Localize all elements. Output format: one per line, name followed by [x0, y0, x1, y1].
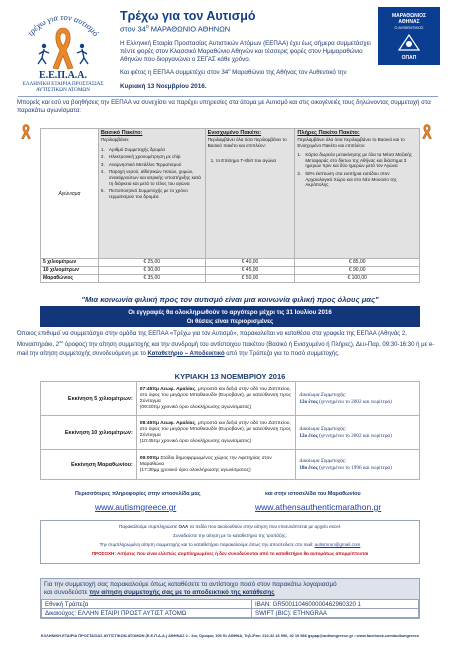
table-row: Μαραθώνιος € 35,00 € 50,00 € 100,00: [41, 275, 420, 283]
autism-ribbon-icon: [20, 124, 32, 139]
table-row: Εθνική Τράπεζα IBAN: GR5001104600000462960320 1: [42, 600, 419, 609]
note-warning: ΠΡΟΣΟΧΗ: Αιτήσεις που είναι ελλιπώς συμπληρωμένες ή δεν συνοδεύονται από το καταθετήριο θα αυτομάτως απορρίπτονται: [91, 551, 369, 556]
eepaa-logo: [7, 6, 119, 94]
deadline-line: Οι εγγραφές θα ολοκληρωθούν το αργότερο μέχρι τις 31 Ιουλίου 2016: [128, 308, 332, 316]
full-package-cell: Πλήρες Πακέτο Πακέτο: Περιλαμβάνει όλα όσα περιλαμβάνει το Βασικό και το Ενισχυμένο Πακέτο και επιπλέον: 1. Κάρτα δωρεάν μετακίνησης με όλα τα Μέσα Μαζικής Μεταφοράς στο δίκτυο της Αθήνας και διάστημα 3 ημερών πριν και δύο ημερών μετά τον Αγώνα 2. 50% έκπτωση στα εισιτήρια εισόδου στον Αρχαιολογικό Χώρο και στο Νέο Μουσείο της Ακρόπολης: [295, 129, 420, 259]
table-row: Δικαιούχος: ΕΛΛΗΝ ΕΤΑΙΡΙ ΠΡΟΣΤ ΑΥΤΙΣΤ ΑΤΟΜΩ SWIFT (BIC): ETHNGRAA: [42, 609, 419, 618]
marathon-emblem-icon: [396, 32, 422, 52]
autism-ribbon-icon: [421, 124, 433, 139]
page-subtitle: στον $34^o$ ΜΑΡΑΘΩΝΙΟ ΑΘΗΝΩΝ: [120, 24, 231, 34]
bank-details: [40, 578, 420, 619]
event-column-label: Αγώνισμα: [41, 129, 99, 259]
note-fill-fields: Παρακαλούμε συμπληρώστε ΟΛΑ τα πεδία που ακολουθούν στην αίτηση που επισυνάπτεται με αρχείο excel.: [118, 524, 342, 529]
schedule-table: [40, 381, 420, 480]
logo-arc-text: τρέχω για τον αυτισμό: [24, 11, 101, 38]
marathon-logo: ΜΑΡΑΘΩΝΙΟΣ ΑΘΗΝΑΣ Ο ΑΥΘΕΝΤΙΚΟΣ ΟΠΑΠ: [378, 7, 440, 65]
intro-paragraph-2: Και φέτος η ΕΕΠΑΑ συμμετέχει στον $34^o$ Μαραθώνιο της Αθήνας τον Αυθεντικό την: [120, 67, 347, 77]
svg-text:τρέχω για τον αυτισμό: [25, 12, 101, 38]
table-row: Εκκίνηση 10 χιλιομέτρων: 08:45πμ Λεωφ. Αμαλίας, μπροστά και δεξιά στην οδό του Ζαππείου, στο ύψος του μεγάρου Μπαθαουδίν (Ευροβανκ), με κατεύθυνση προς Σύνταγμα (10:45πμ χρονικό όριο ολοκλήρωσης αγωνίσματος) Δικαίωμα Συμμετοχής: 12ο έτος (γεννημένοι το 2002 και νωρίτερα): [41, 416, 420, 450]
table-row: Εκκίνηση Μαραθωνίου: 09:00πμ Στάδιο δημοφιρμωμένος χώρος την Αφετηρίας στον Μαραθώνα (17:30μμ χρονικό όριο ολοκλήρωσης αγωνίσματος) Δικαίωμα Συμμετοχής: 18ο έτος (γεννημένοι το 1996 και νωρίτερα): [41, 450, 420, 480]
notes-box: [40, 520, 420, 564]
bank-intro: Για την συμμετοχή σας παρακαλούμε όπως καταθέσετε το αντίστοιχο ποσό στον παρακάτω λογαριασμό και συνοδεύστε την αίτηση συμμετοχής σας με το αποδεικτικό της κατάθεσης: [44, 581, 337, 596]
marathon-info-label: και στην ιστοσελίδα του Μαραθωνίου: [265, 491, 361, 497]
note-email: Την συμπληρωμένη αίτηση συμμετοχής και το καταθετήριο παρακαλούμε όπως την αποστείλετε στο mail: autismrun@gmail.com: [99, 542, 361, 547]
enhanced-package-cell: Ενισχυμένο Πακέτο: Περιλαμβάνει όλα όσα περιλαμβάνει το Βασικό πακέτο και επιπλέον: 1. το Επίσημο T-shirt του αγώνα: [205, 129, 295, 259]
schedule-title: ΚΥΡΙΑΚΗ 13 ΝΟΕΜΒΡΙΟΥ 2016: [174, 372, 286, 381]
packages-table: [40, 128, 420, 283]
page-title: Τρέχω για τον Αυτισμό: [120, 9, 256, 23]
autismgreece-link[interactable]: www.autismgreece.gr: [95, 502, 177, 512]
event-date: Κυριακή 13 Νοεμβρίου 2016.: [120, 83, 207, 90]
basic-package-cell: Βασικό Πακέτο: Περιλαμβάνει: 1. Αριθμό Συμμετοχής δρομέα 2. Ηλεκτρονική χρονομέτρηση με chip 3. Αναμνηστικό Μετάλλιο Τερματισμού 4. Παροχή νερού, αθλητικών ποτών, χυμών, σνακ/φρούτων και ιατρικής υποστήριξης κατά τη διάρκεια και μετά το τέλος του αγώνα 5. Πιστοποιητικό Συμμετοχής με το χρόνο τερματισμού του δρομέα: [98, 129, 205, 259]
logo-line2: ΑΥΤΙΣΤΙΚΩΝ ΑΤΟΜΩΝ: [35, 87, 91, 93]
help-text: Μπορείς και εσύ να βοηθήσεις την ΕΕΠΑΑ να συνεχίσει να παρέχει υπηρεσίες στα άτομα με Αυτισμό και στις οικογένειές τους δηλώνοντας συμμετοχή στα παρακάτω αγωνίσματα:: [17, 99, 431, 114]
info-label: Περισσότερες πληροφορίες στην ιστοσελίδα μας: [75, 491, 201, 497]
divider: [18, 96, 438, 97]
table-row: Εκκίνηση 5 χιλιομέτρων: 07:45πμ Λεωφ. Αμαλίας, μπροστά και δεξιά στην οδό του Ζαππείου, στο ύψος του μεγάρου Μπαθαουδίν (Ευροβανκ), με κατεύθυνση προς Σύνταγμα (09:20πμ χρονικό όριο ολοκλήρωσης αγωνίσματος) Δικαίωμα Συμμετοχής: 12ο έτος (γεννημένοι το 2002 και νωρίτερα): [41, 382, 420, 416]
marathon-site-link[interactable]: www.athensauthenticmarathon.gr: [255, 502, 382, 512]
note-attach-receipt: Συνοδεύστε την αίτηση με το καταθετήριο της τροπάζης.: [173, 533, 287, 538]
table-row: 10 χιλιομέτρων € 30,00 € 45,00 € 90,00: [41, 267, 420, 275]
table-row: 5 χιλιομέτρων € 25,00 € 40,00 € 85,00: [41, 259, 420, 267]
logo-name: Ε.Ε.Π.Α.Α.: [38, 70, 88, 81]
instructions: Όποιος επιθυμεί να συμμετάσχει στην ομάδα της ΕΕΠΑΑ «Τρέχω για τον Αυτισμό», παρακαλείται να καταθέσει στα γραφεία της ΕΕΠΑΑ (Αθηνάς 2, Μοναστηράκι, $2^{o\varsigma}$ όροφος) την αίτηση συμμετοχής και την συνδρομή του αντίστοιχου πακέτου (Βασικό ή Ενισχυμένο ή Πλήρες), Δευ-Παρ, 09:30-16:30 ή με e-mail την αίτηση συμμετοχής συνοδευόμενη με το Καταθετήριο – Αποδεικτικό από την Τράπεζα για το ποσό συμμετοχής.: [17, 331, 435, 357]
bank-table: [41, 599, 419, 618]
deadline-banner: [40, 306, 420, 327]
logo-line1: ΕΛΛΗΝΙΚΗ ΕΤΑΙΡΙΑ ΠΡΟΣΤΑΣΙΑΣ: [22, 81, 104, 87]
footer: ΕΛΛΗΝΙΚΗ ΕΤΑΙΡΙΑ ΠΡΟΣΤΑΣΙΑΣ ΑΥΤΙΣΤΙΚΩΝ ΑΤΟΜΩΝ (Ε.Ε.Π.Α.Α.) ΑΘΗΝΑΣ 2 - 2ος Όροφος 105 51 ΑΘΗΝΑ, Τηλ./Fax: 210-32 16 550, 32 19 586 gspap@autismgreece.gr • www.facebook.com/autismgreece: [40, 633, 420, 638]
email-link[interactable]: autismrun@gmail.com: [314, 542, 361, 547]
limited-places-line: Οι θέσεις είναι περιορισμένες: [186, 317, 274, 325]
slogan: "Μια κοινωνία φιλική προς τον αυτισμό είναι μια κοινωνία φιλική προς όλους μας": [81, 295, 379, 304]
intro-paragraph-1: Η Ελληνική Εταιρία Προστασίας Αυτιστικών Ατόμων (ΕΕΠΑΑ) έχει έως σήμερα συμμετάσχει πέντε φορές στον Κλασσικό Μαραθώνιο Αθηνών και τέσσερις φορές στον Ημιμαραθώνιο Αθηνών που διοργανώνει ο ΣΕΓΑΣ κάθε χρόνο.: [120, 40, 371, 64]
runner-logo-icon: [7, 6, 119, 76]
